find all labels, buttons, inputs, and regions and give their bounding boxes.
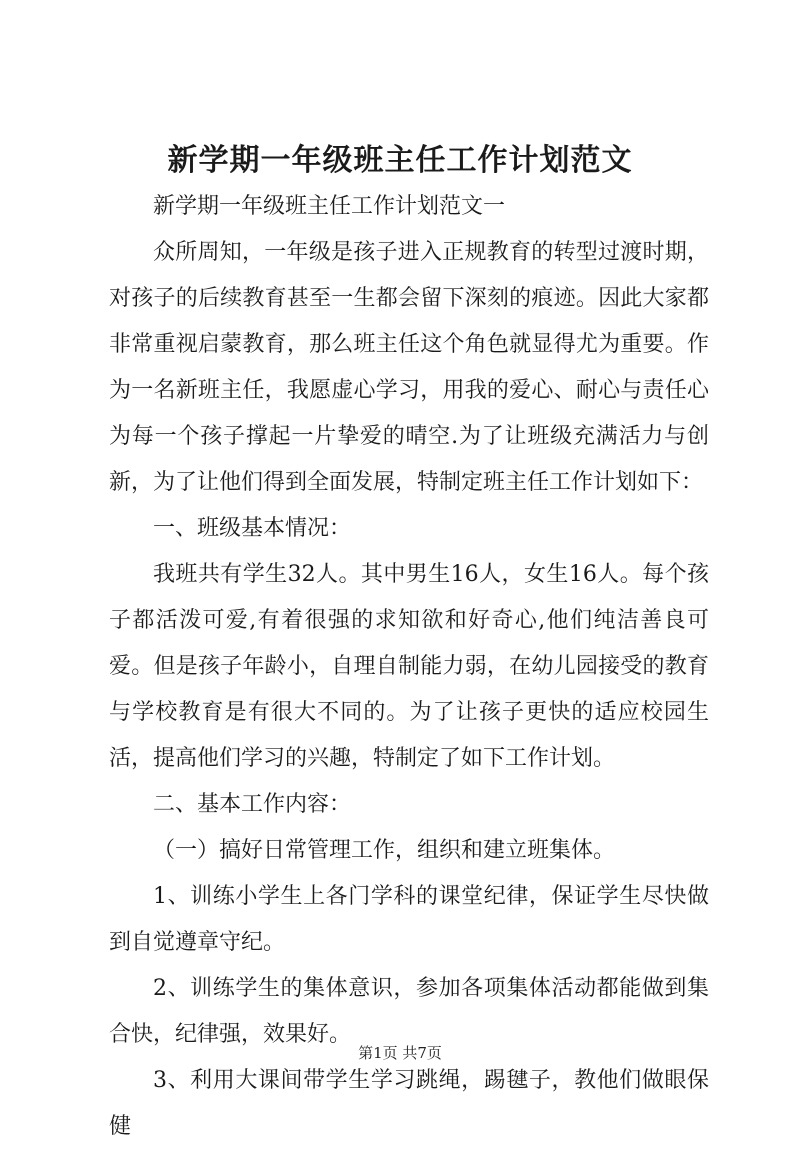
subsection-heading-daily-management: （一）搞好日常管理工作，组织和建立班集体。 [153,838,616,863]
paragraph-subtitle: 新学期一年级班主任工作计划范文一 [153,194,506,219]
section-heading-work-content: 二、基本工作内容： [153,792,352,817]
document-body [109,184,709,1150]
list-item-3: 3、利用大课间带学生学习跳绳，踢毽子，教他们做眼保健 [109,1068,709,1139]
paragraph-class-info: 我班共有学生32人。其中男生16人，女生16人。每个孩子都活泼可爱,有着很强的求知欲和好奇心,他们纯洁善良可爱。但是孩子年龄小，自理自制能力弱，在幼儿园接受的教育与学校教育是有很大不同的。为了让孩子更快的适应校园生活，提高他们学习的兴趣，特制定了如下工作计划。 [109,562,709,771]
list-item-1: 1、训练小学生上各门学科的课堂纪律，保证学生尽快做到自觉遵章守纪。 [109,884,709,955]
section-heading-class-info: 一、班级基本情况： [153,516,352,541]
list-item-2: 2、训练学生的集体意识，参加各项集体活动都能做到集合快，纪律强，效果好。 [109,976,709,1047]
page-title: 新学期一年级班主任工作计划范文 [167,143,633,178]
page-number-footer: 第1页 共7页 [358,1044,442,1062]
paragraph-intro: 众所周知，一年级是孩子进入正规教育的转型过渡时期，对孩子的后续教育甚至一生都会留下深刻的痕迹。因此大家都非常重视启蒙教育，那么班主任这个角色就显得尤为重要。作为一名新班主任，我愿虚心学习，用我的爱心、耐心与责任心为每一个孩子撑起一片挚爱的晴空.为了让班级充满活力与创新，为了让他们得到全面发展，特制定班主任工作计划如下： [109,240,709,495]
